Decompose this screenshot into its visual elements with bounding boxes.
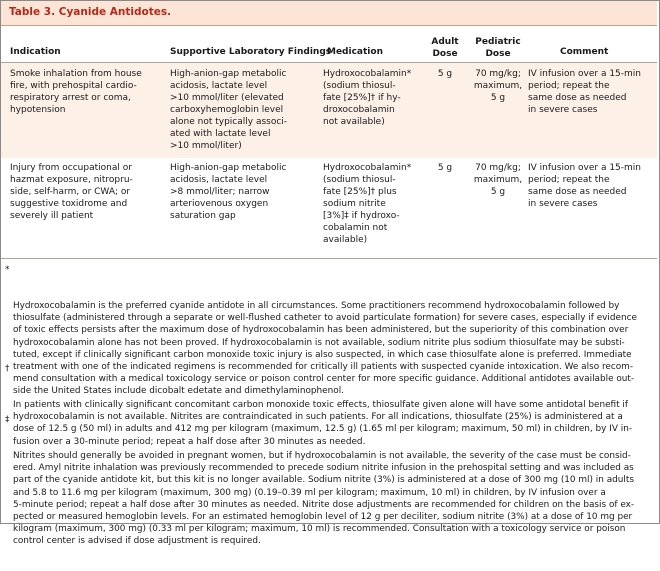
row1-medication: Hydroxocobalamin* (sodium thiosul- fate [25%]† if hy- droxocobalamin not available): [323, 69, 412, 127]
row2-pediatric-dose: 70 mg/kg; maximum, 5 g: [473, 163, 523, 197]
footnote-symbol: †: [5, 364, 10, 374]
row2-medication: Hydroxocobalamin* (sodium thiosul- fate [25%]† plus sodium nitrite [3%]‡ if hydroxo- cobalamin not available): [323, 163, 412, 245]
row1-pediatric-dose: 70 mg/kg; maximum, 5 g: [473, 69, 523, 103]
header-medication: Medication: [327, 47, 383, 57]
row2-indication: Injury from occupational or hazmat exposure, nitropru- side, self-harm, or CWA; or suggestive toxidrome and severely ill patient: [10, 163, 133, 221]
footnote-text: Nitrites should generally be avoided in pregnant women, but if hydroxocobalamin is not available, the severity of the case must be consid- ered. Amyl nitrite inhalation was previously recommended to precede sodium nitrite infusion in the prehospital setting and was included as part of the cyanide antidote kit, but this kit is no longer available. Sodium nitrite (3%) is administered at a dose of 300 mg (10 ml) in adults and 5.8 to 11.6 mg per kilogram (maximum, 300 mg) (0.19–0.39 ml per kilogram; maximum, 10 ml) in children, by IV infusion over a 5-minute period; repeat a half dose after 30 minutes as needed. Nitrite dose adjustments are recommended for children on the basis of ex- pected or measured hemoglobin levels. For an estimated hemoglobin level of 12 g per deciliter, sodium nitrite (3%) at a dose of 10 mg per kilogram (maximum, 300 mg) (0.33 ml per kilogram; maximum, 10 ml) is recommended. Consultation with a toxicology service or poison control center is advised if dose adjustment is required.: [13, 451, 635, 546]
header-adult-dose: Adult Dose: [431, 37, 459, 59]
row2-supportive: High-anion-gap metabolic acidosis, lactate level >8 mmol/liter; narrow arteriovenous oxygen saturation gap: [170, 163, 287, 221]
header-pediatric-dose: Pediatric Dose: [475, 37, 521, 59]
header-supportive: Supportive Laboratory Findings: [170, 47, 332, 57]
row1-adult-dose: 5 g: [437, 69, 453, 79]
table-title: Table 3. Cyanide Antidotes.: [9, 6, 172, 18]
footnote-symbol: *: [5, 265, 10, 275]
table-bottom-rule: [1, 258, 657, 259]
row1-comment: IV infusion over a 15-min period; repeat the same dose as needed in severe cases: [528, 69, 641, 115]
footnote: [5, 414, 655, 571]
footnote-text: Hydroxocobalamin is the preferred cyanide antidote in all circumstances. Some practitioners recommend hydroxocobalamin followed by thiosulfate (administered through a separate or well-flushed catheter to avoid particulate formation) for severe cases, especially if evidence of toxic effects persists after the maximum dose of hydroxocobalamin has been administered, but the superiority of this combination over hydroxocobalamin alone has not been proved. If hydroxocobalamin is not available, sodium nitrite plus sodium thiosulfate may be substi- tuted, except if clinically significant carbon monoxide toxic injury is also suspected, in which case thiosulfate alone is preferred. Immediate treatment with one of the indicated regimens is recommended for critically ill patients with suspected cyanide intoxication. We also recom- mend consultation with a medical toxicology service or poison control center for more specific guidance. Additional antidotes available out- side the United States include dicobalt edetate and dimethylaminophenol.: [13, 301, 637, 396]
footnote-text: In patients with clinically significant concomitant carbon monoxide toxic effects, thiosulfate given alone will have some antidotal benefit if hydroxocobalamin is not available. Nitrites are contraindicated in such patients. For all indications, thiosulfate (25%) is administered at a dose of 12.5 g (50 ml) in adults and 412 mg per kilogram (maximum, 12.5 g) (1.65 ml per kilogram; maximum, 50 ml) in children, by IV in- fusion over a 30-minute period; repeat a half dose after 30 minutes as needed.: [13, 400, 633, 447]
title-bar: [1, 1, 657, 26]
header-comment: Comment: [560, 47, 609, 57]
header-indication: Indication: [10, 47, 61, 57]
row2-comment: IV infusion over a 15-min period; repeat the same dose as needed in severe cases: [528, 163, 641, 209]
footnote-symbol: ‡: [5, 415, 10, 425]
row2-adult-dose: 5 g: [437, 163, 453, 173]
row1-supportive: High-anion-gap metabolic acidosis, lactate level >10 mmol/liter (elevated carboxyhemoglobin level alone not typically associ- ated with lactate level >10 mmol/liter): [170, 69, 288, 151]
row1-indication: Smoke inhalation from house fire, with prehospital cardio- respiratory arrest or coma, hypotension: [10, 69, 142, 115]
